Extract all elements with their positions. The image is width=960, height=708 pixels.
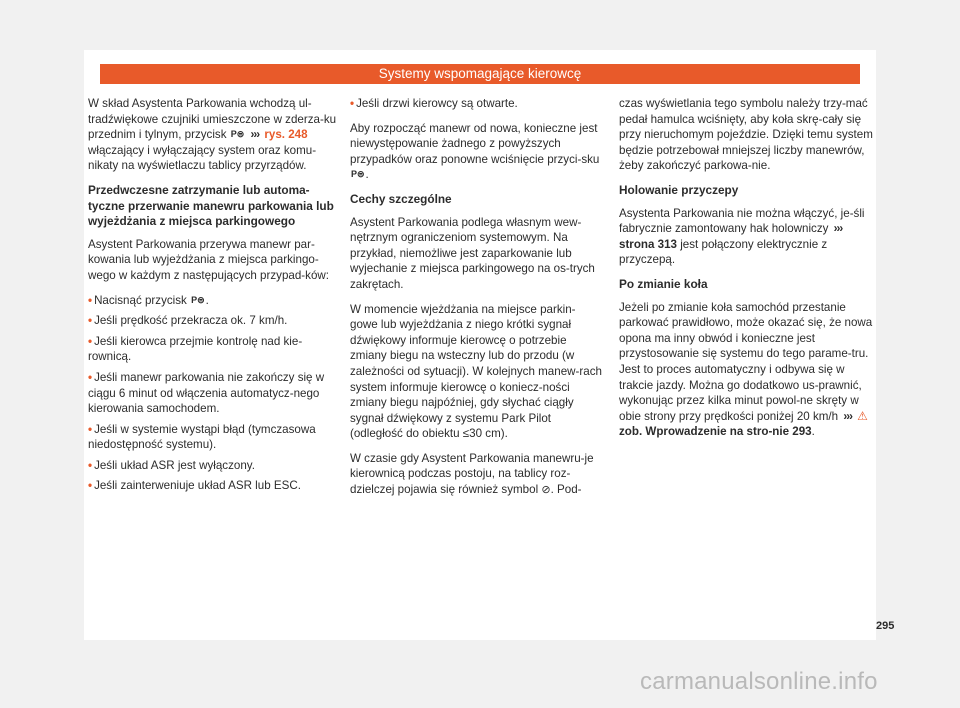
section-heading: Po zmianie koła — [619, 276, 708, 291]
section-heading: Holowanie przyczepy — [619, 182, 739, 197]
intro-link[interactable]: zob. Wprowadzenie na stro-nie 293 — [619, 425, 812, 439]
list-item: • Jeśli manewr parkowania nie zakończy się w ciągu 6 minut od włączenia automatycz-nego kierowania samochodem. — [88, 370, 325, 416]
column-left — [88, 96, 342, 499]
paragraph: W momencie wjeżdżania na miejsce parkin-gowe lub wyjeżdżania z niego krótki sygnał dźwiękowy informuje kierowcę o potrzebie zmiany biegu na wsteczny lub do przodu (w zależności od sytuacji). W kolejnych manew-rach system informuje kierowcę o koniecz-ności zmiany biegu najpóźniej, gdy słychać ciągły sygnał dźwiękowy z systemu Park Pilot (odległość do obiektu ≤30 cm). — [350, 302, 602, 441]
warning-icon: ⚠ — [857, 408, 868, 423]
list-item: • Jeśli zainterweniuje układ ASR lub ESC. — [88, 479, 301, 493]
list-item: • Jeśli drzwi kierowcy są otwarte. — [350, 97, 518, 110]
list-item: • Jeśli w systemie wystąpi błąd (tymczasowa niedostępność systemu). — [88, 422, 316, 452]
section-heading: Przedwczesne zatrzymanie lub automa-tyczne przerwanie manewru parkowania lub wyjeżdżania z miejsca parkingowego — [88, 182, 334, 229]
watermark: carmanualsonline.info — [640, 668, 878, 695]
page-number: 295 — [876, 620, 895, 632]
arrows-icon: ››› — [833, 222, 843, 236]
section-header: Systemy wspomagające kierowcę — [100, 64, 860, 84]
section-heading: Cechy szczególne — [350, 191, 452, 206]
bullet-icon: • — [88, 422, 93, 436]
parking-button-icon: P⊜ — [191, 294, 205, 305]
bullet-icon: • — [88, 293, 93, 307]
bullet-icon: • — [88, 458, 93, 472]
column-middle — [350, 96, 603, 508]
paragraph: Jeżeli po zmianie koła samochód przestanie parkować prawidłowo, może okazać się, że nowa opona ma inny obwód i konieczne jest przystosowanie się systemu do tego parame-tru. Jest to proces automatyczny i odbywa się w trakcie jazdy. Można go dodatkowo us-prawnić, wykonując przez kilka minut powol-ne skręty w obie strony przy prędkości poniżej 20 km/h ››› ⚠ zob. Wprowadzenie na stro-nie 293. — [619, 300, 873, 439]
bullet-icon: • — [350, 97, 355, 110]
paragraph: Asystent Parkowania przerywa manewr par-kowania lub wyjeżdżania z miejsca parkingo-wego w każdym z następujących przypad-ków: — [88, 237, 330, 282]
bullet-icon: • — [88, 370, 93, 384]
page-link[interactable]: strona 313 — [619, 237, 677, 251]
steering-symbol-icon: ⊘ — [541, 484, 551, 497]
paragraph: W czasie gdy Asystent Parkowania manewru-je kierownicą podczas postoju, na tablicy roz-dzielczej pojawia się również symbol ⊘. Pod- — [350, 451, 603, 499]
bullet-icon: • — [88, 479, 93, 493]
paragraph: czas wyświetlania tego symbolu należy trzy-mać pedał hamulca wciśnięty, aby koła skrę-cały się przy nieruchomym pojeździe. Dzięki temu system będzie potrzebował mniejszej liczby manewrów, żeby zakończyć parkowa-nie. — [619, 97, 873, 173]
paragraph: Asystenta Parkowania nie można włączyć, je-śli fabrycznie zamontowany hak holowniczy ››› strona 313 jest połączony elektrycznie z przyczepą. — [619, 206, 865, 267]
parking-button-icon: P⊜ — [230, 129, 245, 140]
bullet-icon: • — [88, 334, 93, 348]
arrows-icon: ››› — [843, 409, 852, 423]
figure-link[interactable]: rys. 248 — [264, 128, 308, 142]
paragraph: Aby rozpocząć manewr od nowa, konieczne jest niewystępowanie żadnego z powyższych przypadków oraz ponowne wciśnięcie przyci-sku P⊜. — [350, 121, 600, 182]
list-item: • Jeśli kierowca przejmie kontrolę nad kie-rownicą. — [88, 334, 303, 364]
list-item: • Jeśli układ ASR jest wyłączony. — [88, 458, 255, 472]
intro-paragraph: W skład Asystenta Parkowania wchodzą ul-tradźwiękowe czujniki umieszczone w zderza-ku przednim i tylnym, przycisk P⊜ ››› rys. 248 włączający i wyłączający system oraz komu-nikaty na wyświetlaczu tablicy przyrządów. — [88, 97, 337, 173]
bullet-icon: • — [88, 314, 93, 328]
column-right — [619, 96, 875, 449]
paragraph: Asystent Parkowania podlega własnym wew-nętrznym ograniczeniom systemowym. Na przykład, niemożliwe jest zaparkowanie lub wyjechanie z miejsca parkingowego na os-trych zakrętach. — [350, 215, 595, 291]
list-item: • Nacisnąć przycisk P⊜. — [88, 293, 209, 307]
parking-button-icon: P⊜ — [351, 169, 365, 180]
list-item: • Jeśli prędkość przekracza ok. 7 km/h. — [88, 314, 288, 328]
manual-page — [84, 50, 895, 640]
arrows-icon: ››› — [250, 128, 260, 142]
